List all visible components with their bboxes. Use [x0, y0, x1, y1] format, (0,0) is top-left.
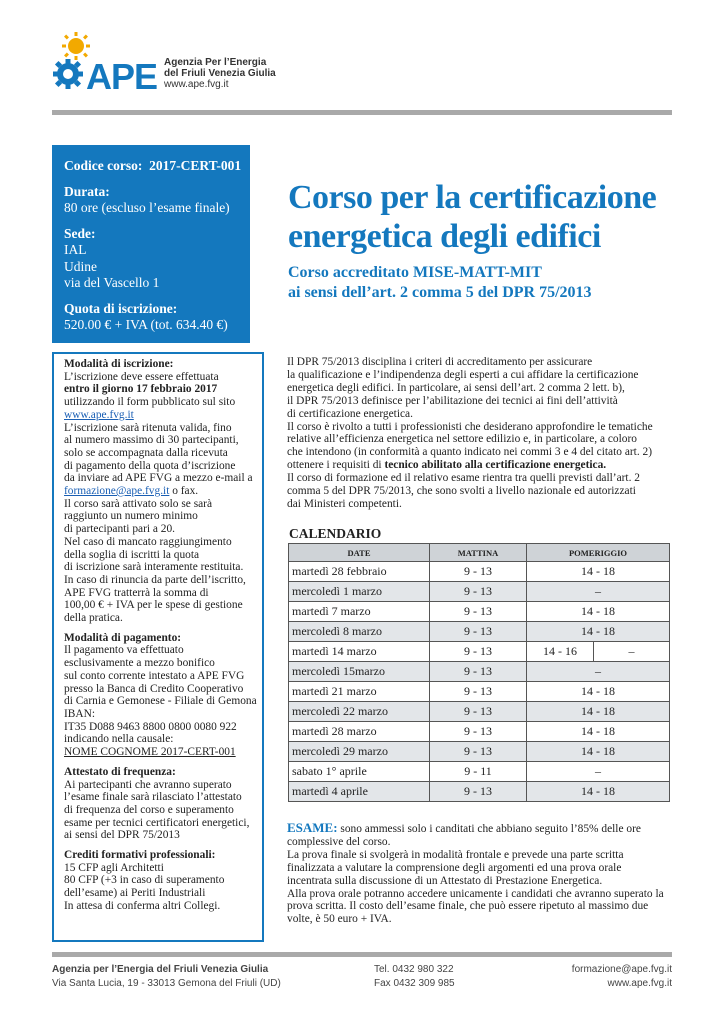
location-line: via del Vascello 1	[64, 275, 160, 290]
footer-website[interactable]: www.ape.fvg.it	[607, 978, 672, 989]
payment-text: IBAN:	[64, 707, 96, 720]
desc-line: che intendono (in conformità a quanto indicato nei commi 3 e 4 del citato art. 2)	[287, 446, 653, 459]
reg-text: di pagamento della quota d’iscrizione	[64, 459, 236, 472]
footer-contact	[572, 963, 672, 991]
payment-heading: Modalità di pagamento:	[64, 631, 182, 644]
email-link[interactable]: formazione@ape.fvg.it	[64, 485, 170, 498]
calendar-date: martedì 14 marzo	[289, 642, 430, 662]
duration-value: 80 ore (escluso l’esame finale)	[64, 200, 230, 215]
calendar-date: martedì 28 febbraio	[289, 562, 430, 582]
certificate-text: ai sensi del DPR 75/2013	[64, 829, 180, 842]
payment-text: sul conto corrente intestato a APE FVG	[64, 669, 245, 682]
calendar-morning: 9 - 13	[430, 782, 527, 802]
desc-line: comma 5 del DPR 75/2013, che sono svolti a livello nazionale ed autorizzati	[287, 485, 636, 498]
calendar-afternoon: 14 - 18	[527, 722, 670, 742]
reg-text: APE FVG tratterrà la somma di	[64, 586, 209, 599]
reg-text: L’iscrizione sarà ritenuta valida, fino	[64, 421, 232, 434]
course-code: Codice corso: 2017-CERT-001	[64, 158, 242, 173]
calendar-date: martedì 21 marzo	[289, 682, 430, 702]
location-line: IAL	[64, 242, 87, 257]
desc-line: il DPR 75/2013 definisce per l’abilitazione dei tecnici ai fini dell’attività	[287, 394, 618, 407]
exam-line: prova scritta. Il costo dell’esame finale, che può essere ripetuto al massimo due	[287, 900, 649, 913]
desc-line: Il corso di formazione ed il relativo esame rientra tra quelli previsti dall’art. 2	[287, 472, 640, 485]
payment-reference: NOME COGNOME 2017-CERT-001	[64, 746, 236, 759]
calendar-morning: 9 - 13	[430, 662, 527, 682]
certificate-text: Ai partecipanti che avranno superato	[64, 778, 232, 791]
calendar-date: mercoledì 15marzo	[289, 662, 430, 682]
reg-text: L’iscrizione deve essere effettuata	[64, 370, 219, 383]
reg-text: utilizzando il form pubblicato sul sito	[64, 396, 236, 409]
exam-line: finalizzata a valutare la comprensione degli argomenti ed una prova orale	[287, 861, 622, 874]
calendar-row	[289, 722, 670, 742]
credits-text: 15 CFP agli Architetti	[64, 861, 164, 874]
exam-line: incentrata sulla discussione di un Attestato di Prestazione Energetica.	[287, 874, 603, 887]
col-morning-header: MATTINA	[430, 544, 527, 562]
exam-line: volte, è 50 euro + IVA.	[287, 913, 392, 926]
col-afternoon-header: POMERIGGIO	[527, 544, 670, 562]
calendar-afternoon: 14 - 18	[527, 622, 670, 642]
iban-value: IT35 D088 9463 8800 0800 0080 922	[64, 720, 237, 733]
certificate-text: l’esame finale sarà rilasciato l’attestato	[64, 791, 242, 804]
col-date-header: DATE	[289, 544, 430, 562]
calendar-date: martedì 7 marzo	[289, 602, 430, 622]
calendar-morning: 9 - 13	[430, 622, 527, 642]
calendar-morning: 9 - 13	[430, 642, 527, 662]
calendar-row	[289, 782, 670, 802]
calendar-date: mercoledì 1 marzo	[289, 582, 430, 602]
calendar-morning: 9 - 13	[430, 602, 527, 622]
exam-line: Alla prova orale potranno accedere unicamente i candidati che avranno superato la	[287, 887, 664, 900]
course-description	[287, 356, 687, 511]
calendar-date: mercoledì 29 marzo	[289, 742, 430, 762]
desc-line: di certificazione energetica.	[287, 407, 413, 420]
calendar-row	[289, 602, 670, 622]
calendar-morning: 9 - 13	[430, 582, 527, 602]
certificate-heading: Attestato di frequenza:	[64, 765, 176, 778]
calendar-row	[289, 622, 670, 642]
credits-text: In attesa di conferma altri Collegi.	[64, 899, 221, 912]
footer-address: Agenzia per l’Energia del Friuli Venezia Giulia Via Santa Lucia, 19 - 33013 Gemona del Friuli (UD)	[52, 964, 281, 989]
calendar-row	[289, 662, 670, 682]
fee-value: 520.00 € + IVA (tot. 634.40 €)	[64, 317, 228, 332]
footer-phone: Tel. 0432 980 322 Fax 0432 309 985	[374, 964, 455, 989]
reg-text: 100,00 € + IVA per le spese di gestione	[64, 599, 243, 612]
reg-text: solo se accompagnata dalla ricevuta	[64, 446, 228, 459]
calendar-afternoon: 14 - 18	[527, 742, 670, 762]
payment-text: presso la Banca di Credito Cooperativo	[64, 682, 244, 695]
exam-line: ESAME: sono ammessi solo i canditati che abbiano seguito l’85% delle ore	[287, 820, 641, 835]
calendar-afternoon: –	[527, 582, 670, 602]
exam-line: complessive del corso.	[287, 835, 391, 848]
calendar-morning: 9 - 13	[430, 722, 527, 742]
reg-text: o fax.	[169, 485, 199, 498]
credits-text: 80 CFP (+3 in caso di superamento	[64, 874, 225, 887]
payment-text: esclusivamente a mezzo bonifico	[64, 657, 215, 670]
calendar-row	[289, 642, 670, 662]
calendar-row	[289, 762, 670, 782]
reg-text: di partecipanti pari a 20.	[64, 523, 176, 536]
credits-text: dell’esame) ai Periti Industriali	[64, 887, 206, 900]
reg-text: della pratica.	[64, 612, 123, 625]
location-label: Sede:	[64, 225, 96, 241]
reg-text: al numero massimo di 30 partecipanti,	[64, 434, 239, 447]
desc-line: energetica degli edifici. In particolare, ai sensi dell’art. 2 comma 2 lett. b),	[287, 381, 625, 394]
calendar-afternoon: 14 - 18	[527, 602, 670, 622]
calendar-date: martedì 28 marzo	[289, 722, 430, 742]
calendar-afternoon: 14 - 18	[527, 782, 670, 802]
page-title: Corso per la certificazione energetica degli edifici	[288, 179, 657, 255]
page-subtitle: Corso accreditato MISE-MATT-MIT ai sensi dell’art. 2 comma 5 del DPR 75/2013	[288, 264, 592, 301]
desc-line: relative all’efficienza energetica nel settore edilizio e, in particolare, a coloro	[287, 433, 637, 446]
reg-text: raggiunto un numero minimo	[64, 510, 198, 523]
certificate-text: esame per tecnici certificatori energetici,	[64, 816, 250, 829]
header-divider	[52, 110, 672, 115]
certificate-text: di frequenza del corso e superamento	[64, 803, 234, 816]
payment-text: Il pagamento va effettuato	[64, 644, 184, 657]
calendar-title: CALENDARIO	[289, 526, 382, 541]
calendar-morning: 9 - 11	[430, 762, 527, 782]
desc-line: dai Ministeri competenti.	[287, 497, 402, 510]
calendar-row	[289, 702, 670, 722]
reg-deadline: entro il giorno 17 febbraio 2017	[64, 383, 218, 396]
calendar-afternoon: –	[527, 762, 670, 782]
calendar-row	[289, 582, 670, 602]
exam-line: La prova finale si svolgerà in modalità frontale e prevede una parte scritta	[287, 848, 624, 861]
footer-divider	[52, 952, 672, 957]
reg-text: di iscrizione sarà interamente restituita.	[64, 561, 244, 574]
desc-line: ottenere i requisiti di tecnico abilitato alla certificazione energetica.	[287, 459, 607, 472]
desc-line: Il corso è rivolto a tutti i professionisti che desiderano approfondire le tematiche	[287, 420, 653, 433]
logo-wordmark: APE	[86, 56, 158, 97]
website-link[interactable]: www.ape.fvg.it	[64, 408, 134, 421]
calendar-table	[288, 543, 670, 802]
calendar-afternoon: 14 - 18	[527, 702, 670, 722]
registration-heading: Modalità di iscrizione:	[64, 358, 174, 370]
org-name-line2: del Friuli Venezia Giulia	[164, 68, 276, 79]
calendar-date: mercoledì 8 marzo	[289, 622, 430, 642]
calendar-morning: 9 - 13	[430, 742, 527, 762]
reg-text: da inviare ad APE FVG a mezzo e-mail a	[64, 472, 253, 485]
exam-section	[287, 822, 687, 926]
desc-line: la qualificazione e l’indipendenza degli esperti a cui affidare la certificazione	[287, 368, 639, 381]
calendar-afternoon-extra: –	[594, 642, 670, 662]
calendar-row	[289, 682, 670, 702]
reg-text: Il corso sarà attivato solo se sarà	[64, 497, 213, 510]
calendar-date: mercoledì 22 marzo	[289, 702, 430, 722]
reg-text: In caso di rinuncia da parte dell’iscritto,	[64, 573, 246, 586]
calendar-morning: 9 - 13	[430, 702, 527, 722]
calendar-afternoon: 14 - 18	[527, 562, 670, 582]
duration-label: Durata:	[64, 183, 110, 199]
calendar-date: sabato 1° aprile	[289, 762, 430, 782]
calendar-afternoon: –	[527, 662, 670, 682]
calendar-row	[289, 562, 670, 582]
calendar-afternoon: 14 - 16	[527, 642, 594, 662]
org-name-line1: Agenzia Per l’Energia	[164, 57, 267, 68]
calendar-morning: 9 - 13	[430, 562, 527, 582]
payment-text: di Carnia e Gemonese - Filiale di Gemona	[64, 695, 257, 708]
footer-email[interactable]: formazione@ape.fvg.it	[571, 964, 672, 975]
org-website[interactable]: www.ape.fvg.it	[164, 79, 229, 90]
calendar-date: martedì 4 aprile	[289, 782, 430, 802]
course-info-box	[52, 145, 250, 343]
calendar-row	[289, 742, 670, 762]
calendar-morning: 9 - 13	[430, 682, 527, 702]
exam-heading: ESAME:	[287, 820, 338, 835]
registration-box	[52, 352, 264, 942]
credits-heading: Crediti formativi professionali:	[64, 849, 216, 862]
reg-text: Nel caso di mancato raggiungimento	[64, 535, 232, 548]
reg-text: della soglia di iscritti la quota	[64, 548, 200, 561]
calendar-afternoon: 14 - 18	[527, 682, 670, 702]
fee-label: Quota di iscrizione:	[64, 300, 178, 316]
location-line: Udine	[64, 258, 97, 274]
ape-logo	[50, 32, 290, 102]
payment-text: indicando nella causale:	[64, 733, 174, 746]
desc-line: Il DPR 75/2013 disciplina i criteri di accreditamento per assicurare	[287, 356, 593, 368]
